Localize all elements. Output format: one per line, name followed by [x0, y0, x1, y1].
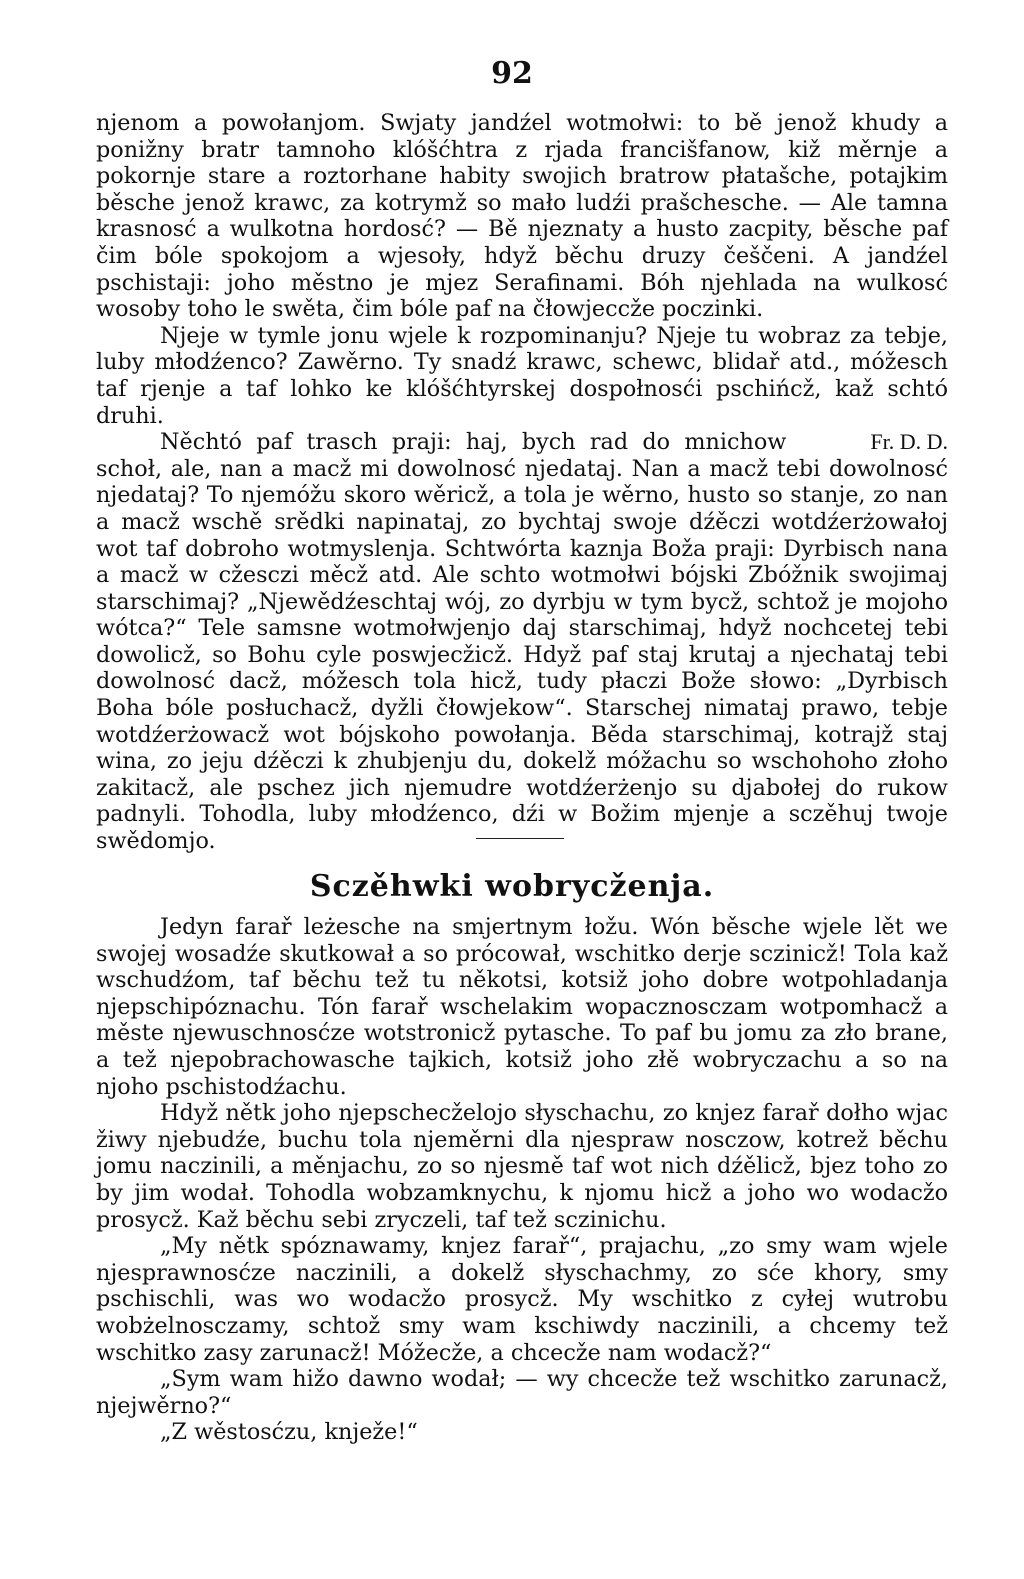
paragraph: „My nětk spóznawamy, knjez farař“, prajachu, „zo smy wam wjele njesprawnosćze naczinili, a dokelž słyschachmy, zo sće khory, smy pschischli, was wo wodacžo prosycž. My wschitko z cyłej wutrobu wobżelnosczamy, schtož smy wam kschiwdy naczinili, a chcemy tež wschitko zasy zarunacž! Móžecže, a chcecže nam wodacž?“ [96, 1233, 948, 1366]
signature: Fr. D. D. [870, 429, 948, 455]
page-number: 92 [491, 56, 533, 91]
section-title: Sczěhwki wobrycženja. [309, 869, 715, 904]
continued-text-block [96, 110, 948, 855]
paragraph: njenom a powołanjom. Swjaty jandźel wotmołwi: to bě jenož khudy a ponižny bratr tamnoho klóšćhtra z rjada francišfanow, kiž měrnje a pokornje stare a roztorhane habity swojich bratrow płatašche, potajkim běsche jenož krawc, za kotrymž so mało ludźi prašchesche. — Ale tamna krasnosć a wulkotna hordosć? — Bě njeznaty a husto zacpity, běsche paf čim bóle spokojom a wjesoły, hdyž běchu druzy češčeni. A jandźel pschistaji: joho městno je mjez Serafinami. Bóh njehlada na wulkosć wosoby toho le swěta, čim bóle paf na čłowjeccže poczinki. [96, 110, 948, 323]
paragraph: „Sym wam hižo dawno wodał; — wy chcecže tež wschitko zarunacž, njejwěrno?“ [96, 1366, 948, 1419]
article-text-block [96, 914, 948, 1446]
section-divider [476, 838, 564, 839]
paragraph: Hdyž nětk joho njepschecželojo słyschachu, zo knjez farař dołho wjac žiwy njebudźe, buchu tola njeměrni dla njespraw nosczow, kotrež běchu jomu naczinili, a měnjachu, zo so njesmě taf wot nich dźělicž, bjez toho zo by jim wodał. Tohodla wobzamknychu, k njomu hicž a joho wo wodacžo prosycž. Kaž běchu sebi zryczeli, taf tež sczinichu. [96, 1100, 948, 1233]
paragraph: Jedyn farař leżesche na smjertnym łožu. Wón běsche wjele lět we swojej wosadźe skutkował a so prócował, wschitko derje sczinicž! Tola kaž wschudźom, taf běchu tež tu někotsi, kotsiž joho dobre wotpohladanja njepschipóznachu. Tón farař wschelakim wopacznosczam wotpomhacž a měste njewuschnosćze wotstronicž pytasche. To paf bu jomu za zło brane, a tež njepobrachowasche tajkich, kotsiž joho złě wobryczachu a so na njoho pschistodźachu. [96, 914, 948, 1100]
paragraph: Njeje w tymle jonu wjele k rozpominanju? Njeje tu wobraz za tebje, luby młodźenco? Zawěrno. Ty snadź krawc, schewc, blidař atd., móžesch taf rjenje a taf lohko ke klóšćhtyrskej dospołnosći pschińcž, kaž schtó druhi. [96, 322, 948, 429]
paragraph-text: Něchtó paf trasch praji: haj, bych rad do mnichow schoł, ale, nan a macž mi dowolnosć njedataj. Nan a macž tebi dowolnosć njedataj? To njemóžu skoro wěricž, a tola je wěrno, husto so stanje, zo nan a macž wschě srědki napinataj, zo bychtaj swoje dźěczi wotdźerżowałoj wot taf dobroho wotmyslenja. Schtwórta kaznja Boža praji: Dyrbisch nana a macž w cžesczi měcž atd. Ale schto wotmołwi bójski Zbóžnik swojimaj starschimaj? „Njewědźeschtaj wój, zo dyrbju w tym bycž, schtož je mojoho wótca?“ Tele samsne wotmołwjenjo daj starschimaj, hdyž nochcetej tebi dowolicž, so Bohu cyle poswjecžicž. Hdyž paf staj krutaj a njechataj tebi dowolnosć dacž, móžesch tola hicž, tudy płaczi Bože słowo: „Dyrbisch Boha bóle posłuchacž, dyžli čłowjekow“. Starschej nimataj prawo, tebje wotdźerżowacž wot bójskoho powołanja. Běda starschimaj, kotrajž staj wina, zo jeju dźěczi k zhubjenju du, dokelž móžachu so wschohoho złoho zakitacž, ale pschez jich njemudre wotdźerżenjo su djabołej do rukow padnyli. Tohodla, luby młodźenco, dźi w Božim mjenje a sczěhuj twoje swědomjo. [96, 429, 948, 855]
paragraph [96, 429, 948, 855]
paragraph: „Z wěstosćzu, knježe!“ [160, 1419, 418, 1446]
